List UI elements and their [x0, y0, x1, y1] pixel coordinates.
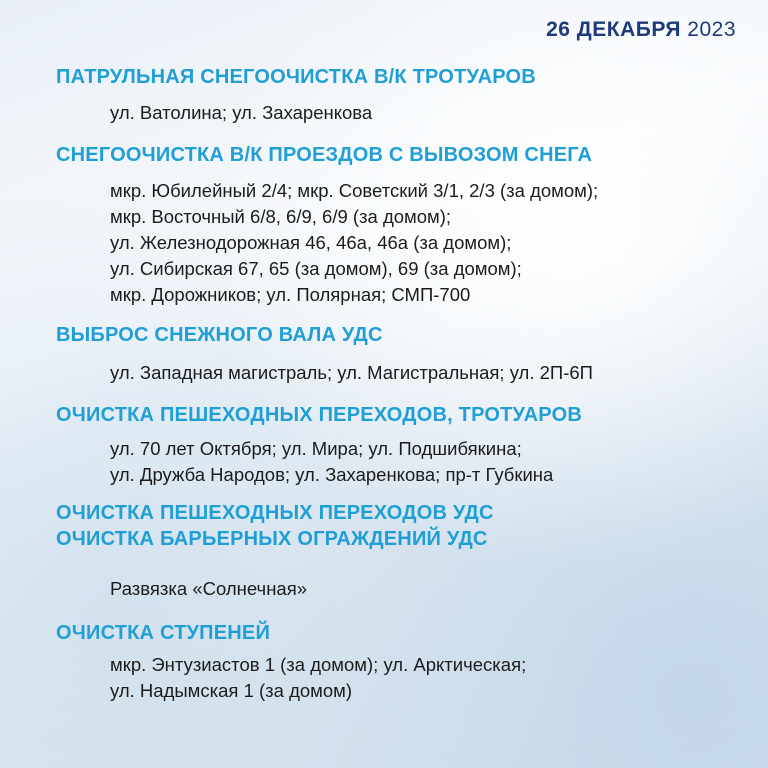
section-addresses	[56, 576, 756, 602]
section-addresses	[56, 652, 756, 704]
address-line: мкр. Энтузиастов 1 (за домом); ул. Арктическая;	[110, 654, 527, 675]
section-crossings-sidewalks	[56, 402, 756, 488]
address-line: ул. Западная магистраль; ул. Магистральная; ул. 2П-6П	[110, 362, 593, 383]
address-line: ул. 70 лет Октября; ул. Мира; ул. Подшибякина;	[110, 438, 522, 459]
schedule-sections	[56, 64, 756, 704]
section-snow-bank-removal	[56, 322, 756, 386]
address-line: мкр. Восточный 6/8, 6/9, 6/9 (за домом);	[110, 206, 452, 227]
address-line: мкр. Дорожников; ул. Полярная; СМП-700	[110, 284, 471, 305]
section-addresses	[56, 436, 756, 488]
section-steps-cleaning	[56, 620, 756, 704]
section-heading: ОЧИСТКА ПЕШЕХОДНЫХ ПЕРЕХОДОВ УДС	[56, 502, 494, 524]
section-driveways-snow-removal	[56, 142, 756, 308]
date-day: 26 ДЕКАБРЯ	[546, 18, 681, 41]
address-line: ул. Надымская 1 (за домом)	[110, 680, 353, 701]
section-addresses	[56, 178, 756, 308]
section-heading: ВЫБРОС СНЕЖНОГО ВАЛА УДС	[56, 324, 383, 346]
address-line: ул. Железнодорожная 46, 46а, 46а (за домом);	[110, 232, 512, 253]
date-year: 2023	[687, 18, 736, 41]
address-line: ул. Ватолина; ул. Захаренкова	[110, 102, 373, 123]
address-line: ул. Сибирская 67, 65 (за домом), 69 (за домом);	[110, 258, 522, 279]
section-patrol-sidewalks	[56, 64, 756, 126]
section-heading: СНЕГООЧИСТКА В/К ПРОЕЗДОВ С ВЫВОЗОМ СНЕГА	[56, 144, 593, 166]
section-heading: ОЧИСТКА БАРЬЕРНЫХ ОГРАЖДЕНИЙ УДС	[56, 528, 488, 550]
section-crossings-barriers	[56, 500, 756, 602]
address-line: Развязка «Солнечная»	[110, 578, 308, 599]
section-heading: ОЧИСТКА ПЕШЕХОДНЫХ ПЕРЕХОДОВ, ТРОТУАРОВ	[56, 404, 582, 426]
address-line: мкр. Юбилейный 2/4; мкр. Советский 3/1, 2/3 (за домом);	[110, 180, 599, 201]
section-heading: ОЧИСТКА СТУПЕНЕЙ	[56, 622, 271, 644]
section-heading: ПАТРУЛЬНАЯ СНЕГООЧИСТКА В/К ТРОТУАРОВ	[56, 66, 536, 88]
section-addresses	[56, 360, 756, 386]
section-addresses	[56, 100, 756, 126]
date-label	[546, 18, 736, 42]
address-line: ул. Дружба Народов; ул. Захаренкова; пр-т Губкина	[110, 464, 554, 485]
